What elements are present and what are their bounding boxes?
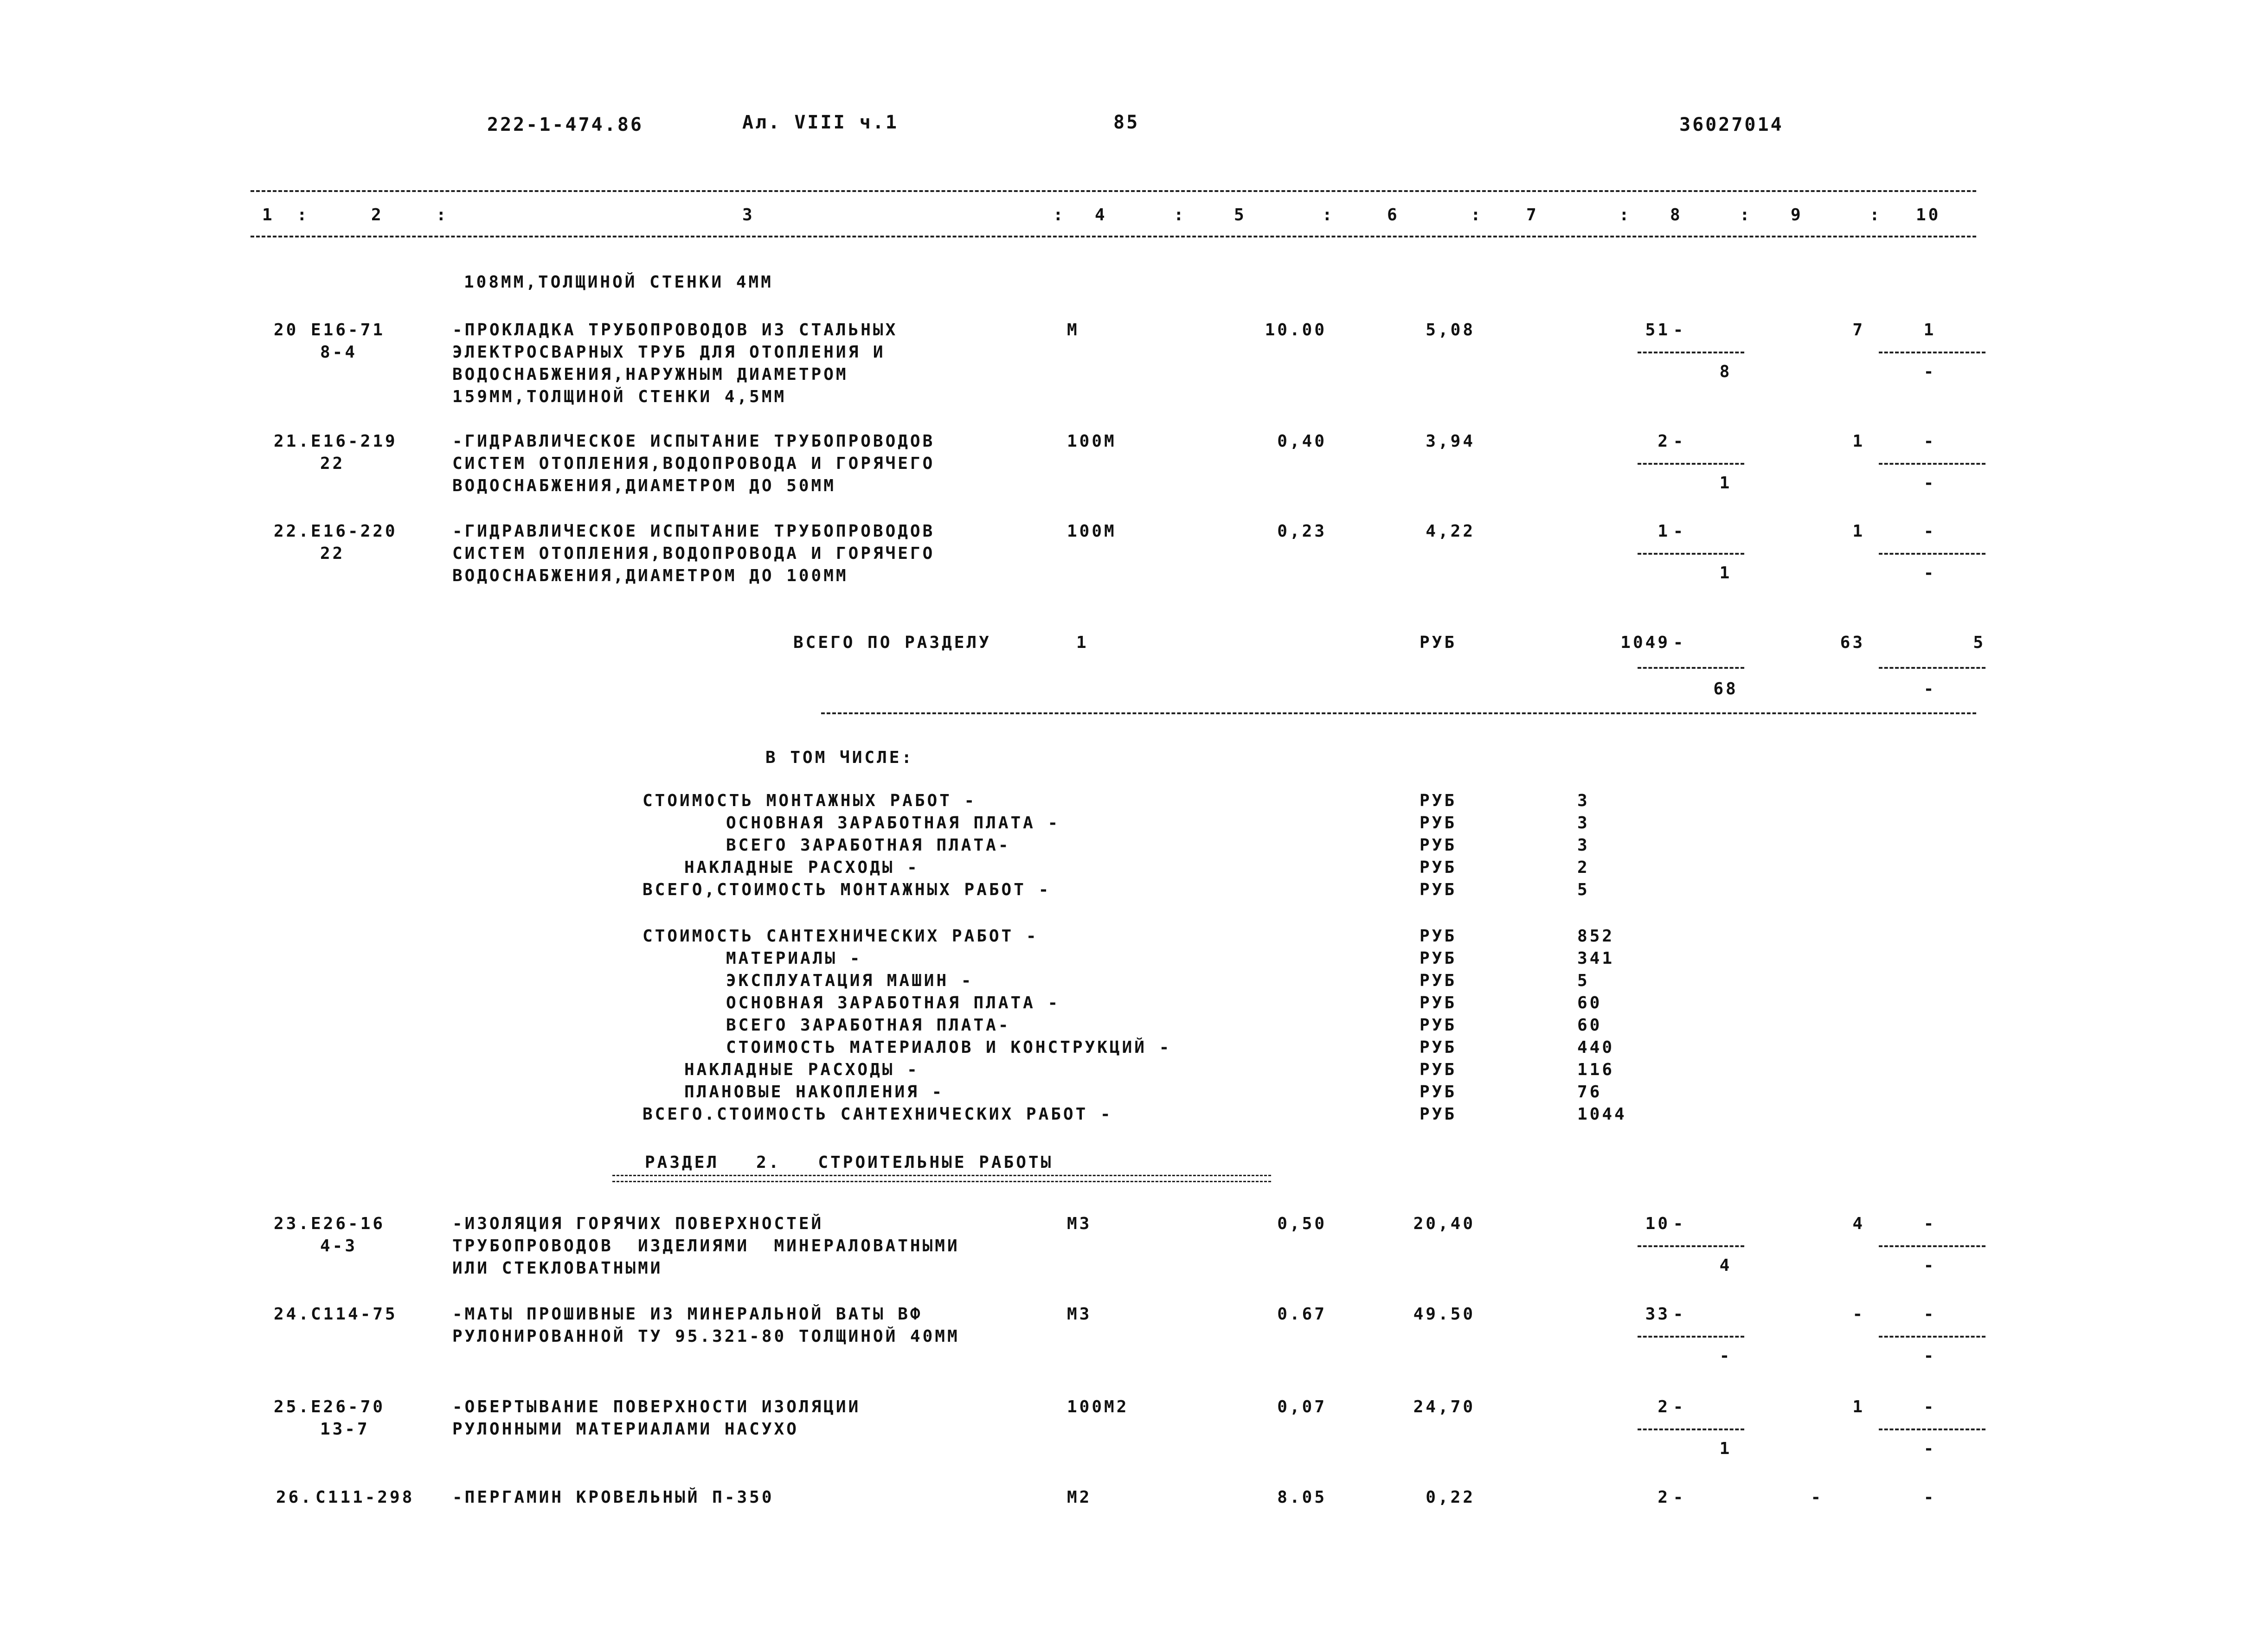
header-bottom-rule <box>251 236 1976 237</box>
summary-label: ВСЕГО,СТОИМОСТЬ МОНТАЖНЫХ РАБОТ - <box>642 880 1051 899</box>
column-separator: : <box>1870 205 1882 224</box>
row-code: Е16-219 <box>311 432 398 451</box>
row-description-line: РУЛОНИРОВАННОЙ ТУ 95.321-80 ТОЛЩИНОЙ 40ММ <box>452 1327 960 1346</box>
summary-label: НАКЛАДНЫЕ РАСХОДЫ - <box>684 1060 919 1079</box>
row-col10-rule <box>1879 463 1985 465</box>
summary-value: 3 <box>1577 836 1590 855</box>
row-number: 22. <box>274 522 311 541</box>
section-total-col10-bottom: - <box>1923 679 1936 698</box>
row-col10-rule <box>1879 352 1985 353</box>
row-unit: М <box>1067 320 1079 339</box>
summary-unit: РУБ <box>1420 993 1457 1012</box>
row-col10-bottom: - <box>1923 474 1936 493</box>
summary-unit: РУБ <box>1420 814 1457 833</box>
row-col9: 1 <box>1852 432 1865 451</box>
row-col10-bottom: - <box>1923 564 1936 583</box>
row-total: 2 <box>1658 1397 1670 1416</box>
row-col8-top: - <box>1673 432 1686 451</box>
section-total-col8-bottom: 68 <box>1713 679 1738 698</box>
row-col8-rule <box>1638 1336 1744 1338</box>
row-description-line: -ПРОКЛАДКА ТРУБОПРОВОДОВ ИЗ СТАЛЬНЫХ <box>452 320 898 339</box>
row-code-line2: 22 <box>320 544 345 563</box>
summary-unit: РУБ <box>1420 1060 1457 1079</box>
row-col8-rule <box>1638 463 1744 465</box>
summary-unit: РУБ <box>1420 971 1457 990</box>
column-header-7: 7 <box>1526 205 1539 224</box>
row-col10-top: - <box>1923 432 1936 451</box>
row-total: 51 <box>1645 320 1670 339</box>
summary-unit: РУБ <box>1420 927 1457 946</box>
row-description-line: ВОДОСНАБЖЕНИЯ,ДИАМЕТРОМ ДО 50ММ <box>452 476 836 495</box>
row-quantity: 10.00 <box>1265 320 1327 339</box>
section-total-unit: РУБ <box>1420 633 1457 652</box>
row-col9: 4 <box>1852 1214 1865 1233</box>
section-total-value: 1049 <box>1620 633 1670 652</box>
section-total-col10-rule <box>1879 667 1985 669</box>
row-col10-bottom: - <box>1923 1256 1936 1275</box>
row26-total: 2 <box>1658 1488 1670 1507</box>
row-col8-rule <box>1638 1245 1744 1247</box>
row-number: 21. <box>274 432 311 451</box>
summary-value: 5 <box>1577 880 1590 899</box>
row-col10-rule <box>1879 1245 1985 1247</box>
summary-value: 1044 <box>1577 1105 1627 1124</box>
summary-label: СТОИМОСТЬ МОНТАЖНЫХ РАБОТ - <box>642 791 977 810</box>
summary-unit: РУБ <box>1420 1016 1457 1035</box>
column-header-6: 6 <box>1387 205 1400 224</box>
summary-unit: РУБ <box>1420 1105 1457 1124</box>
row26-code: С111-298 <box>315 1488 415 1507</box>
summary-value: 3 <box>1577 791 1590 810</box>
summary-unit: РУБ <box>1420 1083 1457 1102</box>
summary-unit: РУБ <box>1420 858 1457 877</box>
row-quantity: 0,40 <box>1277 432 1327 451</box>
row-col10-top: 1 <box>1923 320 1936 339</box>
row-col8-top: - <box>1673 1214 1686 1233</box>
section-total-col8-rule <box>1638 667 1744 669</box>
row-description-line: СИСТЕМ ОТОПЛЕНИЯ,ВОДОПРОВОДА И ГОРЯЧЕГО <box>452 454 935 473</box>
summary-label: ВСЕГО ЗАРАБОТНАЯ ПЛАТА- <box>726 1016 1011 1035</box>
column-separator: : <box>1740 205 1752 224</box>
row26-price: 0,22 <box>1426 1488 1475 1507</box>
row-code: Е16-220 <box>311 522 398 541</box>
column-separator: : <box>1322 205 1335 224</box>
row-price: 3,94 <box>1426 432 1475 451</box>
summary-value: 60 <box>1577 993 1602 1012</box>
row-col10-top: - <box>1923 1305 1936 1324</box>
row-description-line: ВОДОСНАБЖЕНИЯ,ДИАМЕТРОМ ДО 100ММ <box>452 566 848 585</box>
summary-unit: РУБ <box>1420 791 1457 810</box>
column-separator: : <box>1471 205 1483 224</box>
row-quantity: 0,50 <box>1277 1214 1327 1233</box>
summary-value: 852 <box>1577 927 1615 946</box>
summary-label: ОСНОВНАЯ ЗАРАБОТНАЯ ПЛАТА - <box>726 814 1060 833</box>
column-header-3: 3 <box>742 205 755 224</box>
row-code-line2: 13-7 <box>320 1420 370 1439</box>
row-col8-bottom: - <box>1719 1346 1732 1365</box>
row-total: 33 <box>1645 1305 1670 1324</box>
row-description-line: -ИЗОЛЯЦИЯ ГОРЯЧИХ ПОВЕРХНОСТЕЙ <box>452 1214 824 1233</box>
summary-value: 116 <box>1577 1060 1615 1079</box>
row-unit: 100М2 <box>1067 1397 1129 1416</box>
row26-quantity: 8.05 <box>1277 1488 1327 1507</box>
row-total: 2 <box>1658 432 1670 451</box>
row-unit: М3 <box>1067 1305 1092 1324</box>
row-total: 1 <box>1658 522 1670 541</box>
summary-label: СТОИМОСТЬ САНТЕХНИЧЕСКИХ РАБОТ - <box>642 927 1039 946</box>
row26-unit: М2 <box>1067 1488 1092 1507</box>
document-code: 222-1-474.86 <box>487 114 643 135</box>
summary-value: 440 <box>1577 1038 1615 1057</box>
row-unit: 100М <box>1067 432 1117 451</box>
summary-label: ВСЕГО.СТОИМОСТЬ САНТЕХНИЧЕСКИХ РАБОТ - <box>642 1105 1113 1124</box>
column-separator: : <box>1174 205 1186 224</box>
row-col8-top: - <box>1673 1305 1686 1324</box>
row26-number: 26. <box>276 1488 314 1507</box>
column-separator: : <box>1619 205 1632 224</box>
row-description-line: ИЛИ СТЕКЛОВАТНЫМИ <box>452 1259 663 1278</box>
row-description-line: 159ММ,ТОЛЩИНОЙ СТЕНКИ 4,5ММ <box>452 387 787 406</box>
summary-value: 2 <box>1577 858 1590 877</box>
row-col10-rule <box>1879 1336 1985 1338</box>
row-price: 5,08 <box>1426 320 1475 339</box>
summary-label: ВСЕГО ЗАРАБОТНАЯ ПЛАТА- <box>726 836 1011 855</box>
column-separator: : <box>436 205 449 224</box>
header-top-rule <box>251 190 1976 192</box>
summary-label: НАКЛАДНЫЕ РАСХОДЫ - <box>684 858 919 877</box>
summary-value: 60 <box>1577 1016 1602 1035</box>
summary-label: ПЛАНОВЫЕ НАКОПЛЕНИЯ - <box>684 1083 944 1102</box>
row-code: Е26-70 <box>311 1397 385 1416</box>
row-col10-bottom: - <box>1923 362 1936 381</box>
column-header-2: 2 <box>371 205 384 224</box>
row-number: 24. <box>274 1305 311 1324</box>
column-header-1: 1 <box>262 205 275 224</box>
section-total-label: ВСЕГО ПО РАЗДЕЛУ <box>793 633 991 652</box>
summary-unit: РУБ <box>1420 949 1457 968</box>
summary-value: 341 <box>1577 949 1615 968</box>
summary-label: МАТЕРИАЛЫ - <box>726 949 862 968</box>
row-col8-rule <box>1638 352 1744 353</box>
row-col10-bottom: - <box>1923 1346 1936 1365</box>
row-col10-top: - <box>1923 1397 1936 1416</box>
section2-double-rule <box>612 1175 1271 1182</box>
row-quantity: 0.67 <box>1277 1305 1327 1324</box>
row-quantity: 0,07 <box>1277 1397 1327 1416</box>
row-description-line: РУЛОННЫМИ МАТЕРИАЛАМИ НАСУХО <box>452 1420 799 1439</box>
row-description-line: ТРУБОПРОВОДОВ ИЗДЕЛИЯМИ МИНЕРАЛОВАТНЫМИ <box>452 1236 960 1255</box>
row-col8-bottom: 4 <box>1719 1256 1732 1275</box>
summary-unit: РУБ <box>1420 880 1457 899</box>
section-total-col9: 63 <box>1840 633 1865 652</box>
album-reference: Ал. VIII ч.1 <box>742 112 899 133</box>
row-col8-rule <box>1638 1428 1744 1430</box>
summary-label: ЭКСПЛУАТАЦИЯ МАШИН - <box>726 971 974 990</box>
including-label: В ТОМ ЧИСЛЕ: <box>765 748 914 767</box>
row-description-line: СИСТЕМ ОТОПЛЕНИЯ,ВОДОПРОВОДА И ГОРЯЧЕГО <box>452 544 935 563</box>
summary-unit: РУБ <box>1420 836 1457 855</box>
row-quantity: 0,23 <box>1277 522 1327 541</box>
row-description-line: -ГИДРАВЛИЧЕСКОЕ ИСПЫТАНИЕ ТРУБОПРОВОДОВ <box>452 522 935 541</box>
row-unit: М3 <box>1067 1214 1092 1233</box>
row-col8-bottom: 1 <box>1719 1439 1732 1458</box>
row-number: 23. <box>274 1214 311 1233</box>
row-price: 20,40 <box>1413 1214 1475 1233</box>
row-description-line: ВОДОСНАБЖЕНИЯ,НАРУЖНЫМ ДИАМЕТРОМ <box>452 365 848 384</box>
column-header-10: 10 <box>1916 205 1941 224</box>
summary-value: 5 <box>1577 971 1590 990</box>
row-code: С114-75 <box>311 1305 398 1324</box>
row-col8-top: - <box>1673 522 1686 541</box>
row-col9: 1 <box>1852 522 1865 541</box>
row-col10-rule <box>1879 553 1985 555</box>
summary-unit: РУБ <box>1420 1038 1457 1057</box>
row-description-line: -ГИДРАВЛИЧЕСКОЕ ИСПЫТАНИЕ ТРУБОПРОВОДОВ <box>452 432 935 451</box>
row-col8-top: - <box>1673 1397 1686 1416</box>
row-number: 20 <box>274 320 299 339</box>
column-header-8: 8 <box>1670 205 1683 224</box>
document-id: 36027014 <box>1679 114 1784 135</box>
row-price: 24,70 <box>1413 1397 1475 1416</box>
row-description-line: ЭЛЕКТРОСВАРНЫХ ТРУБ ДЛЯ ОТОПЛЕНИЯ И <box>452 343 886 362</box>
column-header-4: 4 <box>1095 205 1107 224</box>
row26-description: -ПЕРГАМИН КРОВЕЛЬНЫЙ П-350 <box>452 1488 774 1507</box>
summary-value: 3 <box>1577 814 1590 833</box>
row-code: Е26-16 <box>311 1214 385 1233</box>
row-number: 25. <box>274 1397 311 1416</box>
row-col8-bottom: 8 <box>1719 362 1732 381</box>
row-col8-bottom: 1 <box>1719 564 1732 583</box>
section-total-col8-top: - <box>1673 633 1686 652</box>
section-total-col10-top: 5 <box>1973 633 1985 652</box>
row-col8-top: - <box>1673 320 1686 339</box>
summary-label: СТОИМОСТЬ МАТЕРИАЛОВ И КОНСТРУКЦИЙ - <box>726 1038 1172 1057</box>
section2-title: РАЗДЕЛ 2. СТРОИТЕЛЬНЫЕ РАБОТЫ <box>645 1153 1054 1172</box>
row-col10-rule <box>1879 1428 1985 1430</box>
row-col8-rule <box>1638 553 1744 555</box>
row-price: 49.50 <box>1413 1305 1475 1324</box>
row-col9: - <box>1852 1305 1865 1324</box>
column-header-9: 9 <box>1791 205 1803 224</box>
section-total-number: 1 <box>1076 633 1089 652</box>
row-code-line2: 4-3 <box>320 1236 358 1255</box>
row-col10-bottom: - <box>1923 1439 1936 1458</box>
row-code-line2: 8-4 <box>320 343 358 362</box>
row-code: Е16-71 <box>311 320 385 339</box>
row26-col10: - <box>1923 1488 1936 1507</box>
section-total-rule <box>821 712 1976 714</box>
column-separator: : <box>1053 205 1066 224</box>
continuation-text: 108ММ,ТОЛЩИНОЙ СТЕНКИ 4ММ <box>464 273 773 292</box>
row-total: 10 <box>1645 1214 1670 1233</box>
row-col10-top: - <box>1923 1214 1936 1233</box>
row-code-line2: 22 <box>320 454 345 473</box>
row-unit: 100М <box>1067 522 1117 541</box>
summary-value: 76 <box>1577 1083 1602 1102</box>
column-header-5: 5 <box>1234 205 1246 224</box>
row-col9: 1 <box>1852 1397 1865 1416</box>
row-price: 4,22 <box>1426 522 1475 541</box>
row-col10-top: - <box>1923 522 1936 541</box>
row-col9: 7 <box>1852 320 1865 339</box>
row-description-line: -МАТЫ ПРОШИВНЫЕ ИЗ МИНЕРАЛЬНОЙ ВАТЫ ВФ <box>452 1305 923 1324</box>
row26-col9: - <box>1811 1488 1823 1507</box>
summary-label: ОСНОВНАЯ ЗАРАБОТНАЯ ПЛАТА - <box>726 993 1060 1012</box>
row-description-line: -ОБЕРТЫВАНИЕ ПОВЕРХНОСТИ ИЗОЛЯЦИИ <box>452 1397 861 1416</box>
column-separator: : <box>297 205 309 224</box>
page-number: 85 <box>1113 112 1140 133</box>
row26-col8: - <box>1673 1488 1686 1507</box>
row-col8-bottom: 1 <box>1719 474 1732 493</box>
